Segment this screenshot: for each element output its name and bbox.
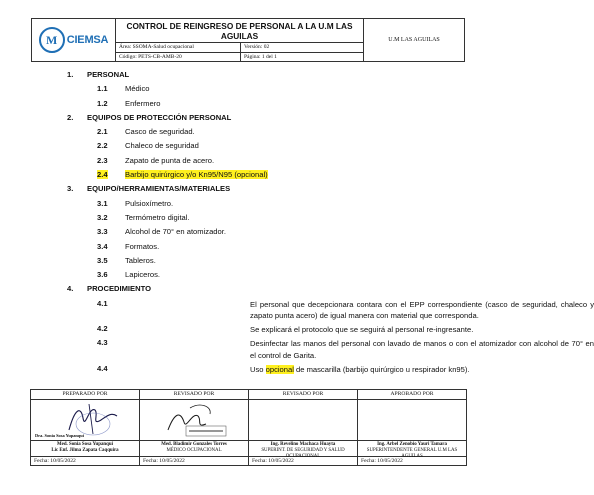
header-row-area	[116, 43, 363, 52]
item-number: 3.6	[97, 270, 108, 280]
section-title: PROCEDIMIENTO	[87, 284, 151, 294]
approval-column-reviewed-2	[249, 390, 358, 465]
approval-column-approved	[358, 390, 466, 465]
signer-role: MÉDICO OCUPACIONAL	[166, 447, 222, 453]
signer-role: SUPERINTENDENTE GENERAL U.M LAS AGUILAS	[366, 447, 458, 459]
item-text: Zapato de punta de acero.	[125, 155, 215, 165]
item-text: Termómetro digital.	[125, 212, 190, 222]
company-logo	[32, 19, 116, 61]
procedure-step	[0, 338, 594, 360]
item-number: 1.2	[97, 98, 108, 108]
list-item	[0, 270, 495, 284]
section-number: 4.	[67, 284, 74, 294]
item-number: 3.3	[97, 227, 108, 237]
document-header	[31, 18, 465, 62]
item-number: 2.3	[97, 155, 108, 165]
approval-date: Fecha: 10/05/2022	[143, 458, 185, 464]
approval-heading: REVISADO POR	[140, 390, 248, 400]
section-heading	[0, 70, 495, 84]
item-number: 4.3	[97, 338, 108, 348]
stamp-text: Dra. Sonia Sosa Yupanqui	[35, 433, 84, 438]
logo-mark-icon: M	[39, 27, 65, 53]
procedure-step	[0, 324, 495, 335]
signer-names	[140, 441, 248, 457]
signer-name: Ing. Arbel Zenobio Yauri Tamara	[377, 442, 447, 447]
list-item	[0, 242, 495, 256]
item-text	[250, 364, 594, 375]
approval-date: Fecha: 10/05/2022	[361, 458, 403, 464]
item-text: Lapiceros.	[125, 270, 161, 280]
item-number: 4.2	[97, 324, 108, 334]
code-cell: Código: PETS-CB-AMB-20	[116, 53, 241, 62]
signer-name: Ing. Revelino Machaca Huayta	[270, 442, 336, 447]
item-text: Tableros.	[125, 255, 156, 265]
item-text: Enfermero	[125, 98, 161, 108]
section-number: 1.	[67, 70, 74, 79]
signer-names	[31, 441, 139, 457]
signer-name: Med. Bladimir Gonzales Torres	[161, 442, 227, 447]
item-text: Casco de seguridad.	[125, 127, 195, 137]
list-item	[0, 213, 495, 227]
signer-names	[358, 441, 466, 457]
item-text: Pulsioxímetro.	[125, 198, 174, 208]
item-number: 1.1	[97, 84, 108, 94]
section-title: PERSONAL	[87, 70, 130, 79]
unit-cell: U.M LAS AGUILAS	[388, 37, 440, 43]
signature-icon	[140, 400, 248, 441]
list-item	[0, 256, 495, 270]
item-number: 4.1	[97, 298, 108, 308]
section-heading	[0, 284, 495, 298]
section-title: EQUIPOS DE PROTECCIÓN PERSONAL	[87, 112, 232, 122]
list-item	[0, 127, 495, 141]
item-text-highlighted: Barbijo quirúrgico y/o Kn95/N95 (opcional)	[125, 170, 268, 180]
item-text: Alcohol de 70° en atomizador.	[125, 227, 226, 237]
approval-date: Fecha: 10/05/2022	[252, 458, 294, 464]
item-number: 4.4	[97, 363, 108, 373]
signature-area	[31, 400, 139, 441]
item-number: 2.4	[97, 170, 108, 180]
version-cell: Versión: 02	[244, 44, 270, 51]
item-text: Se explicará el protocolo que se seguirá al personal re-ingresante.	[250, 325, 474, 335]
item-number: 3.4	[97, 241, 108, 251]
item-number: 3.1	[97, 198, 108, 208]
approval-table	[30, 389, 467, 466]
section-number: 2.	[67, 112, 74, 122]
item-number: 3.2	[97, 212, 108, 222]
section-title: EQUIPO/HERRAMIENTAS/MATERIALES	[87, 184, 231, 194]
header-row-code	[116, 52, 363, 62]
header-center	[116, 19, 364, 61]
procedure-step	[0, 364, 495, 375]
item-text: Formatos.	[125, 241, 160, 251]
list-item	[0, 84, 495, 98]
approval-heading: APROBADO POR	[358, 390, 466, 400]
item-text-end: de mascarilla (barbijo quirúrgico u respirador kn95).	[293, 364, 470, 374]
item-text: Desinfectar las manos del personal con lavado de manos o con el atomizador con alcohol de 70° en el control de Garita.	[250, 339, 594, 360]
section-number: 3.	[67, 184, 74, 194]
signer-name: Lic Enf. Jilma Zapata Caqquira	[51, 447, 119, 453]
signer-name: Med. Sonia Sosa Yupanqui	[57, 442, 113, 447]
item-number: 2.2	[97, 141, 108, 151]
item-text-start: Uso	[250, 364, 266, 374]
signature-area	[249, 400, 357, 441]
item-number: 3.5	[97, 255, 108, 265]
item-text: Médico	[125, 84, 150, 94]
section-heading	[0, 184, 495, 198]
signer-role: SUPERINT. DE SEGURIDAD Y SALUD OCUPACIONAL	[261, 447, 345, 459]
signature-area	[358, 400, 466, 441]
document-title: CONTROL DE REINGRESO DE PERSONAL A LA U.M LAS AGUILAS	[116, 19, 363, 43]
list-item	[0, 156, 495, 170]
item-text: Chaleco de seguridad	[125, 141, 199, 151]
list-item	[0, 141, 495, 155]
approval-date: Fecha: 10/05/2022	[34, 458, 76, 464]
area-cell: Área: SSOMA-Salud ocupacional	[116, 43, 241, 52]
logo-text: CIEMSA	[66, 34, 109, 46]
signer-names	[249, 441, 357, 457]
section-heading	[0, 113, 495, 127]
list-item	[0, 227, 495, 241]
item-number: 2.1	[97, 127, 108, 137]
item-text: El personal que decepcionara contara con el EPP correspondiente (casco de seguridad, chaleco y zapato punta acero) de igual manera con material que corresponda.	[250, 299, 594, 320]
page-cell: Página: 1 del 1	[244, 53, 277, 60]
approval-heading: REVISADO POR	[249, 390, 357, 400]
procedure-step	[0, 298, 594, 321]
list-item-highlighted	[0, 170, 495, 184]
signature-area	[140, 400, 248, 441]
approval-column-reviewed	[140, 390, 249, 465]
approval-column-prepared	[31, 390, 140, 465]
list-item	[0, 199, 495, 213]
item-text-highlighted: opcional	[265, 364, 294, 374]
approval-heading: PREPARADO POR	[31, 390, 139, 400]
document-body	[0, 70, 594, 378]
list-item	[0, 99, 495, 113]
